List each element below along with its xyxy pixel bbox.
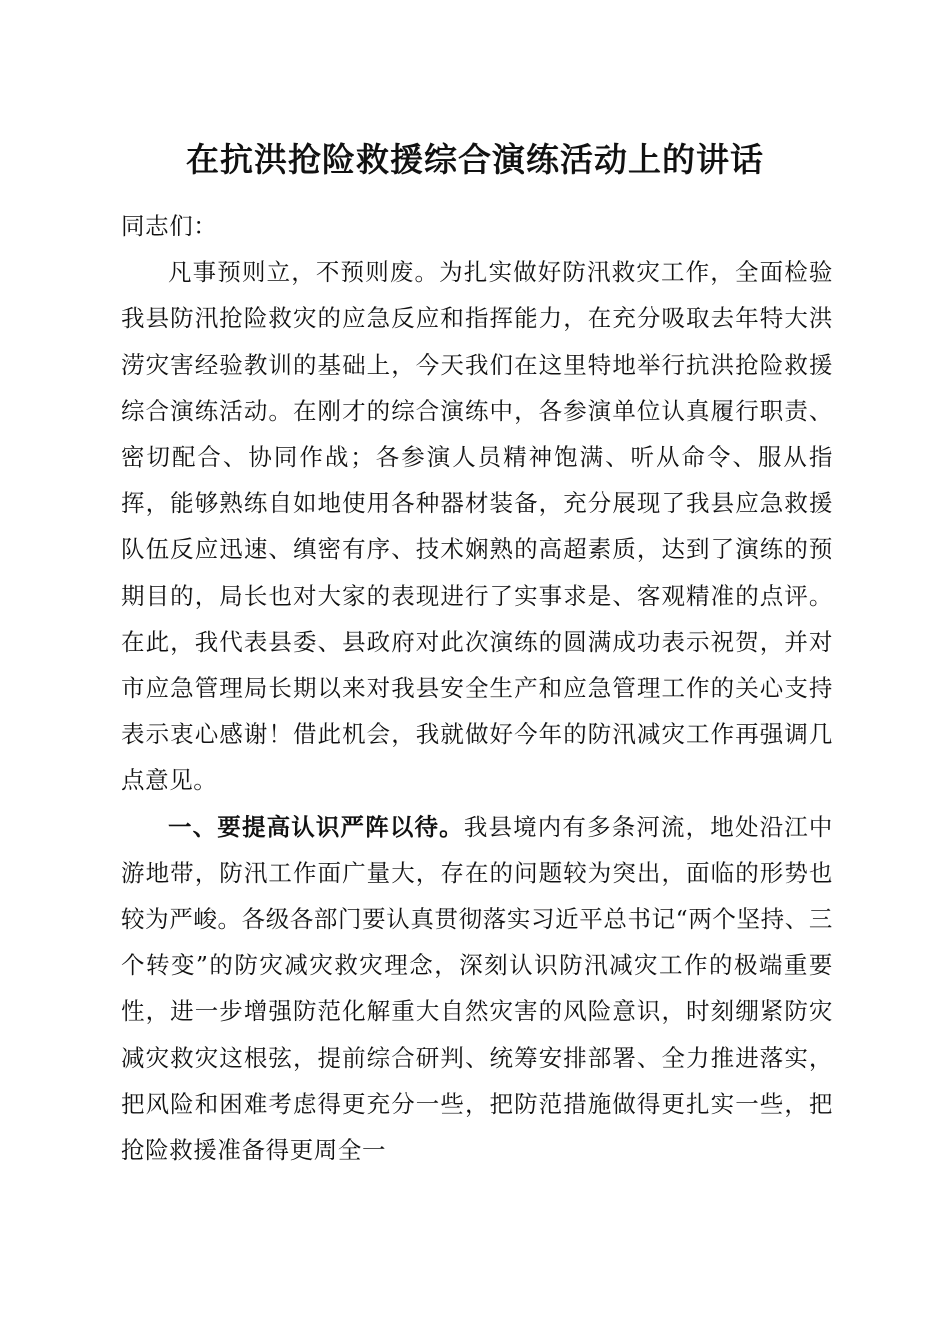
salutation: 同志们： <box>121 212 218 240</box>
document-title: 在抗洪抢险救援综合演练活动上的讲话 <box>186 140 764 179</box>
point-heading: 一、要提高认识严阵以待。 <box>168 812 464 841</box>
paragraph-text: 凡事预则立，不预则废。为扎实做好防汛救灾工作，全面检验我县防汛抢险救灾的应急反应和指挥能力，在充分吸取去年特大洪涝灾害经验教训的基础上，今天我们在这里特地举行抗洪抢险救援综合演练活动。在刚才的综合演练中，各参演单位认真履行职责、密切配合、协同作战；各参演人员精神饱满、听从命令、服从指挥，能够熟练自如地使用各种器材装备，充分展现了我县应急救援队伍反应迅速、缜密有序、技术娴熟的高超素质，达到了演练的预期目的，局长也对大家的表现进行了实事求是、客观精准的点评。在此，我代表县委、县政府对此次演练的圆满成功表示祝贺，并对市应急管理局长期以来对我县安全生产和应急管理工作的关心支持表示衷心感谢！借此机会，我就做好今年的防汛减灾工作再强调几点意见。 <box>121 258 833 795</box>
document-body <box>121 203 833 1173</box>
paragraph-opening <box>121 249 833 803</box>
paragraph-text: 我县境内有多条河流，地处沿江中游地带，防汛工作面广量大，存在的问题较为突出，面临的形势也较为严峻。各级各部门要认真贯彻落实习近平总书记“两个坚持、三个转变”的防灾减灾救灾理念，深刻认识防汛减灾工作的极端重要性，进一步增强防范化解重大自然灾害的风险意识，时刻绷紧防灾减灾救灾这根弦，提前综合研判、统筹安排部署、全力推进落实，把风险和困难考虑得更充分一些，把防范措施做得更扎实一些，把抢险救援准备得更周全一 <box>121 812 834 1165</box>
paragraph-point-one <box>121 804 833 1174</box>
